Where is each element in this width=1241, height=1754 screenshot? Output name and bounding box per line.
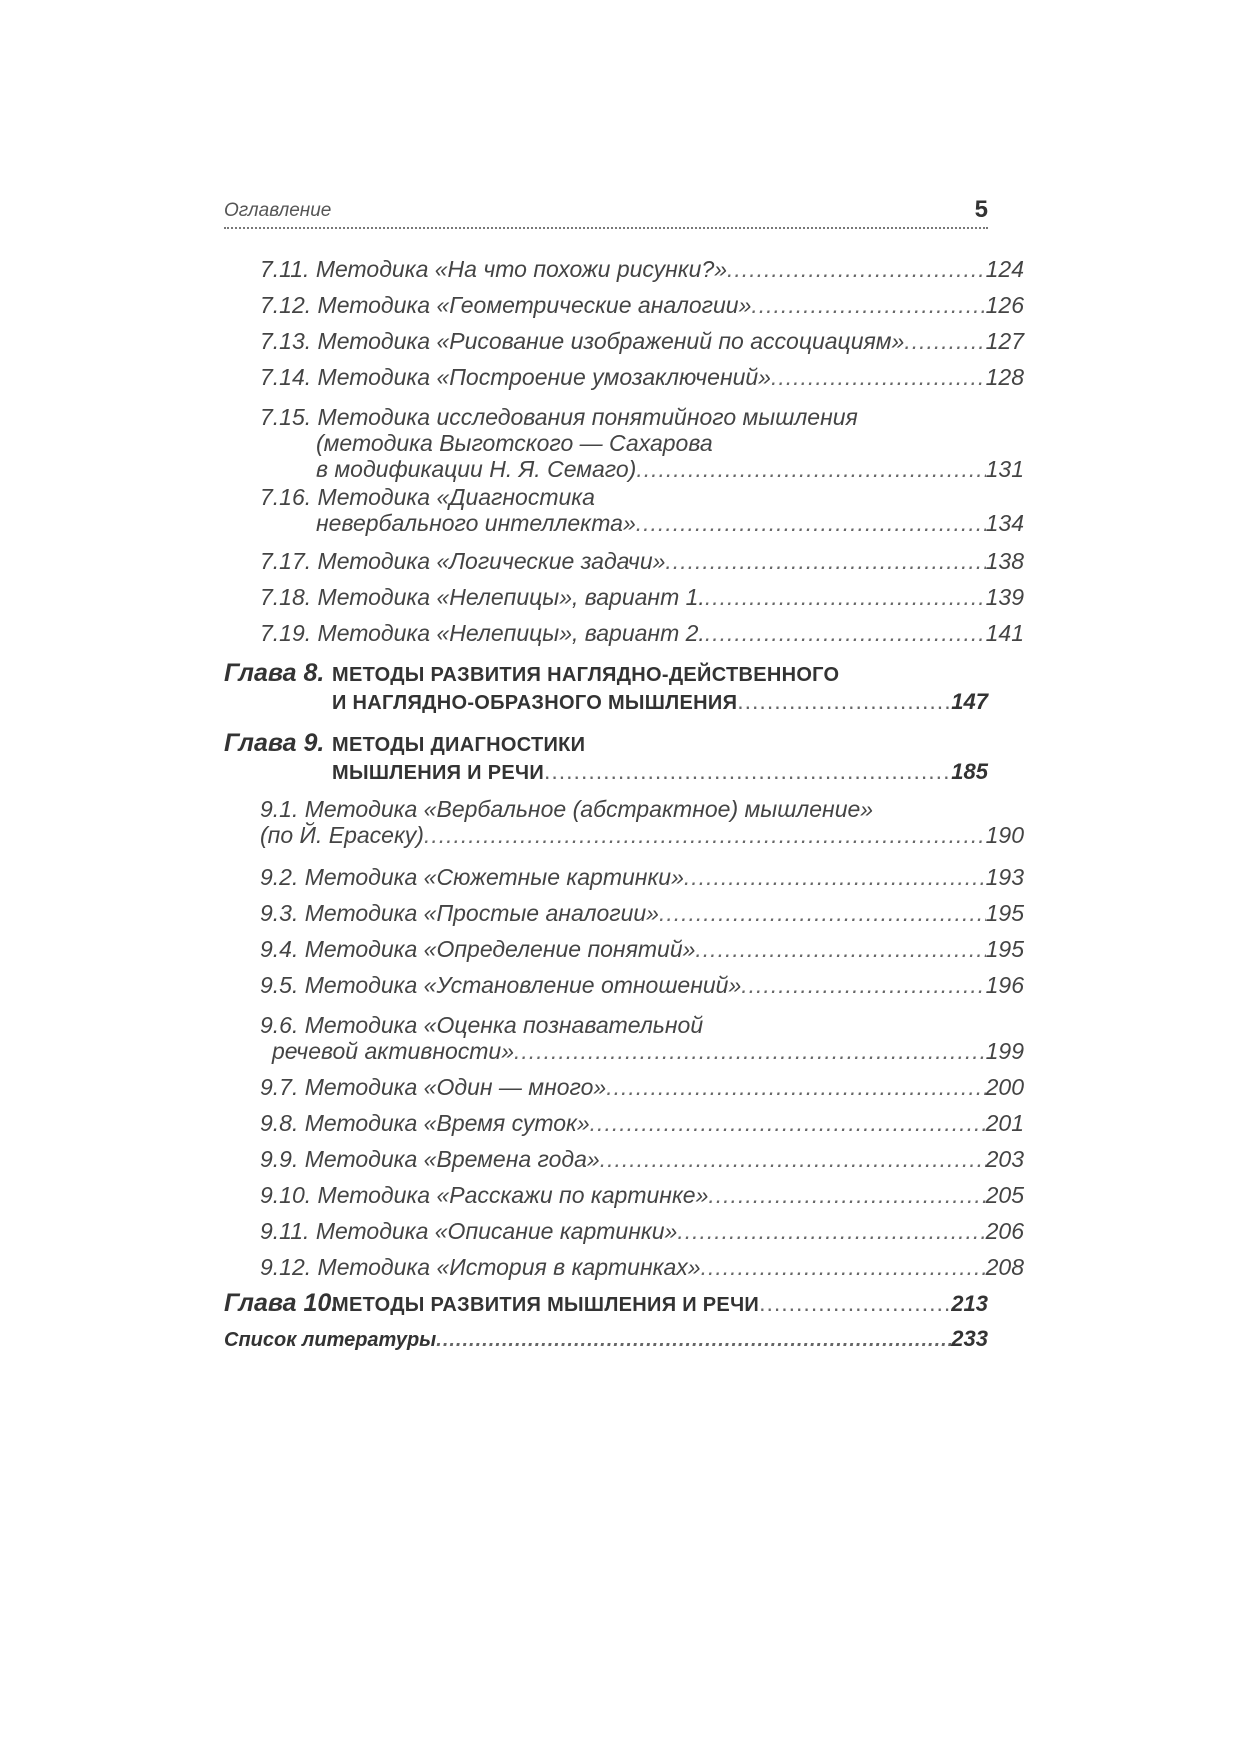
chapter-page: 213 xyxy=(951,1291,988,1316)
entry-title-line-3: в модификации Н. Я. Семаго) xyxy=(316,456,637,482)
toc-entry-9-9[interactable] xyxy=(224,1146,1024,1172)
entry-title: 7.11. Методика «На что похожи рисунки?» xyxy=(260,256,728,282)
entry-page: 193 xyxy=(985,864,1024,890)
toc-entry-7-14[interactable] xyxy=(224,364,1024,390)
entry-title: 9.7. Методика «Один — много» xyxy=(260,1074,607,1100)
entry-title-line-1: 9.1. Методика «Вербальное (абстрактное) мышление» xyxy=(260,796,874,822)
dot-leader xyxy=(590,1110,986,1136)
entry-page: 206 xyxy=(985,1218,1024,1244)
chapter-label: Глава 8. xyxy=(224,659,325,687)
entry-title: 9.9. Методика «Времена года» xyxy=(260,1146,600,1172)
entry-page: 195 xyxy=(985,900,1024,926)
dot-leader xyxy=(606,1074,985,1100)
entry-title: 7.18. Методика «Нелепицы», вариант 1. xyxy=(260,584,705,610)
chapter-label: Глава 9. xyxy=(224,729,325,757)
entry-title: 9.3. Методика «Простые аналогии» xyxy=(260,900,659,926)
toc-entry-9-12[interactable] xyxy=(224,1254,1024,1280)
chapter-title-line-1: МЕТОДЫ ДИАГНОСТИКИ xyxy=(332,734,586,756)
dot-leader xyxy=(636,456,985,482)
bibliography-page: 233 xyxy=(951,1326,988,1351)
toc-chapter-10[interactable] xyxy=(224,1290,988,1318)
entry-title-line-1: 7.16. Методика «Диагностика xyxy=(260,484,595,510)
dot-leader xyxy=(708,1182,985,1208)
dot-leader xyxy=(665,548,985,574)
entry-title: 7.17. Методика «Логические задачи» xyxy=(260,548,666,574)
dot-leader xyxy=(737,688,951,714)
toc-entry-9-11[interactable] xyxy=(224,1218,1024,1244)
dot-leader xyxy=(741,972,985,998)
toc-chapter-8[interactable] xyxy=(224,660,988,716)
chapter-title: МЕТОДЫ РАЗВИТИЯ МЫШЛЕНИЯ И РЕЧИ xyxy=(332,1294,760,1316)
entry-page: 126 xyxy=(985,292,1024,318)
entry-page: 199 xyxy=(985,1038,1024,1064)
dot-leader xyxy=(636,510,986,536)
dot-leader xyxy=(904,328,985,354)
entry-title: 7.12. Методика «Геометрические аналогии» xyxy=(260,292,752,318)
entry-page: 201 xyxy=(985,1110,1024,1136)
entry-title: 9.4. Методика «Определение понятий» xyxy=(260,936,696,962)
toc-entry-7-12[interactable] xyxy=(224,292,1024,318)
dot-leader xyxy=(677,1218,985,1244)
dot-leader xyxy=(701,1254,986,1280)
toc-entry-7-11[interactable] xyxy=(224,256,1024,282)
toc-entry-9-2[interactable] xyxy=(224,864,1024,890)
toc-entry-9-4[interactable] xyxy=(224,936,1024,962)
toc-entry-7-16[interactable] xyxy=(224,484,1024,536)
entry-title: 7.19. Методика «Нелепицы», вариант 2. xyxy=(260,620,705,646)
dot-leader xyxy=(705,584,986,610)
entry-title: 9.2. Методика «Сюжетные картинки» xyxy=(260,864,684,890)
dot-leader xyxy=(759,1290,951,1316)
entry-page: 127 xyxy=(985,328,1024,354)
running-header xyxy=(224,196,988,230)
entry-page: 141 xyxy=(985,620,1024,646)
toc-entry-7-19[interactable] xyxy=(224,620,1024,646)
toc-entry-7-13[interactable] xyxy=(224,328,1024,354)
running-title: Оглавление xyxy=(224,200,332,221)
toc-entry-9-10[interactable] xyxy=(224,1182,1024,1208)
toc-chapter-9[interactable] xyxy=(224,730,988,786)
entry-page: 200 xyxy=(985,1074,1024,1100)
toc-entry-9-3[interactable] xyxy=(224,900,1024,926)
dot-leader xyxy=(544,758,951,784)
toc-bibliography[interactable] xyxy=(224,1326,988,1353)
entry-title: 7.13. Методика «Рисование изображений по ассоциациям» xyxy=(260,328,905,354)
entry-page: 190 xyxy=(985,822,1024,848)
toc-entry-9-5[interactable] xyxy=(224,972,1024,998)
dot-leader xyxy=(600,1146,986,1172)
dot-leader xyxy=(684,864,986,890)
chapter-page: 147 xyxy=(951,689,988,714)
header-dotted-rule xyxy=(224,227,988,229)
dot-leader xyxy=(727,256,986,282)
entry-page: 139 xyxy=(985,584,1024,610)
chapter-title-line-2: И НАГЛЯДНО-ОБРАЗНОГО МЫШЛЕНИЯ xyxy=(332,692,738,714)
toc-entry-7-15[interactable] xyxy=(224,404,1024,482)
chapter-label: Глава 10. xyxy=(224,1289,339,1317)
entry-page: 124 xyxy=(985,256,1024,282)
entry-page: 203 xyxy=(985,1146,1024,1172)
entry-title-line-2: (по Й. Ерасеку) xyxy=(260,822,424,848)
entry-title: 9.10. Методика «Расскажи по картинке» xyxy=(260,1182,709,1208)
entry-title-line-1: 9.6. Методика «Оценка познавательной xyxy=(260,1012,704,1038)
entry-page: 196 xyxy=(985,972,1024,998)
entry-title: 7.14. Методика «Построение умозаключений» xyxy=(260,364,771,390)
dot-leader xyxy=(659,900,986,926)
entry-title: 9.5. Методика «Установление отношений» xyxy=(260,972,742,998)
toc-entry-7-17[interactable] xyxy=(224,548,1024,574)
page-number: 5 xyxy=(974,196,988,223)
entry-page: 128 xyxy=(985,364,1024,390)
entry-page: 131 xyxy=(985,456,1024,482)
dot-leader xyxy=(436,1327,951,1353)
dot-leader xyxy=(705,620,986,646)
entry-title: 9.11. Методика «Описание картинки» xyxy=(260,1218,678,1244)
dot-leader xyxy=(424,822,986,848)
toc-entry-9-1[interactable] xyxy=(224,796,1024,848)
entry-page: 134 xyxy=(985,510,1024,536)
entry-page: 205 xyxy=(985,1182,1024,1208)
dot-leader xyxy=(771,364,986,390)
entry-title-line-2: (методика Выготского — Сахарова xyxy=(316,430,713,456)
toc-entry-9-8[interactable] xyxy=(224,1110,1024,1136)
chapter-page: 185 xyxy=(951,759,988,784)
entry-title: 9.12. Методика «История в картинках» xyxy=(260,1254,701,1280)
entry-title: 9.8. Методика «Время суток» xyxy=(260,1110,590,1136)
chapter-title-line-2: МЫШЛЕНИЯ И РЕЧИ xyxy=(332,762,544,784)
dot-leader xyxy=(751,292,985,318)
entry-page: 208 xyxy=(985,1254,1024,1280)
dot-leader xyxy=(695,936,985,962)
toc-entry-9-7[interactable] xyxy=(224,1074,1024,1100)
entry-page: 195 xyxy=(985,936,1024,962)
entry-page: 138 xyxy=(985,548,1024,574)
entry-title-line-2: речевой активности» xyxy=(272,1038,515,1064)
chapter-title-line-1: МЕТОДЫ РАЗВИТИЯ НАГЛЯДНО-ДЕЙСТВЕННОГО xyxy=(332,664,840,686)
dot-leader xyxy=(514,1038,986,1064)
toc-entry-9-6[interactable] xyxy=(224,1012,1024,1064)
toc-entry-7-18[interactable] xyxy=(224,584,1024,610)
entry-title-line-2: невербального интеллекта» xyxy=(316,510,636,536)
bibliography-title: Список литературы xyxy=(224,1329,437,1351)
entry-title-line-1: 7.15. Методика исследования понятийного мышления xyxy=(260,404,858,430)
